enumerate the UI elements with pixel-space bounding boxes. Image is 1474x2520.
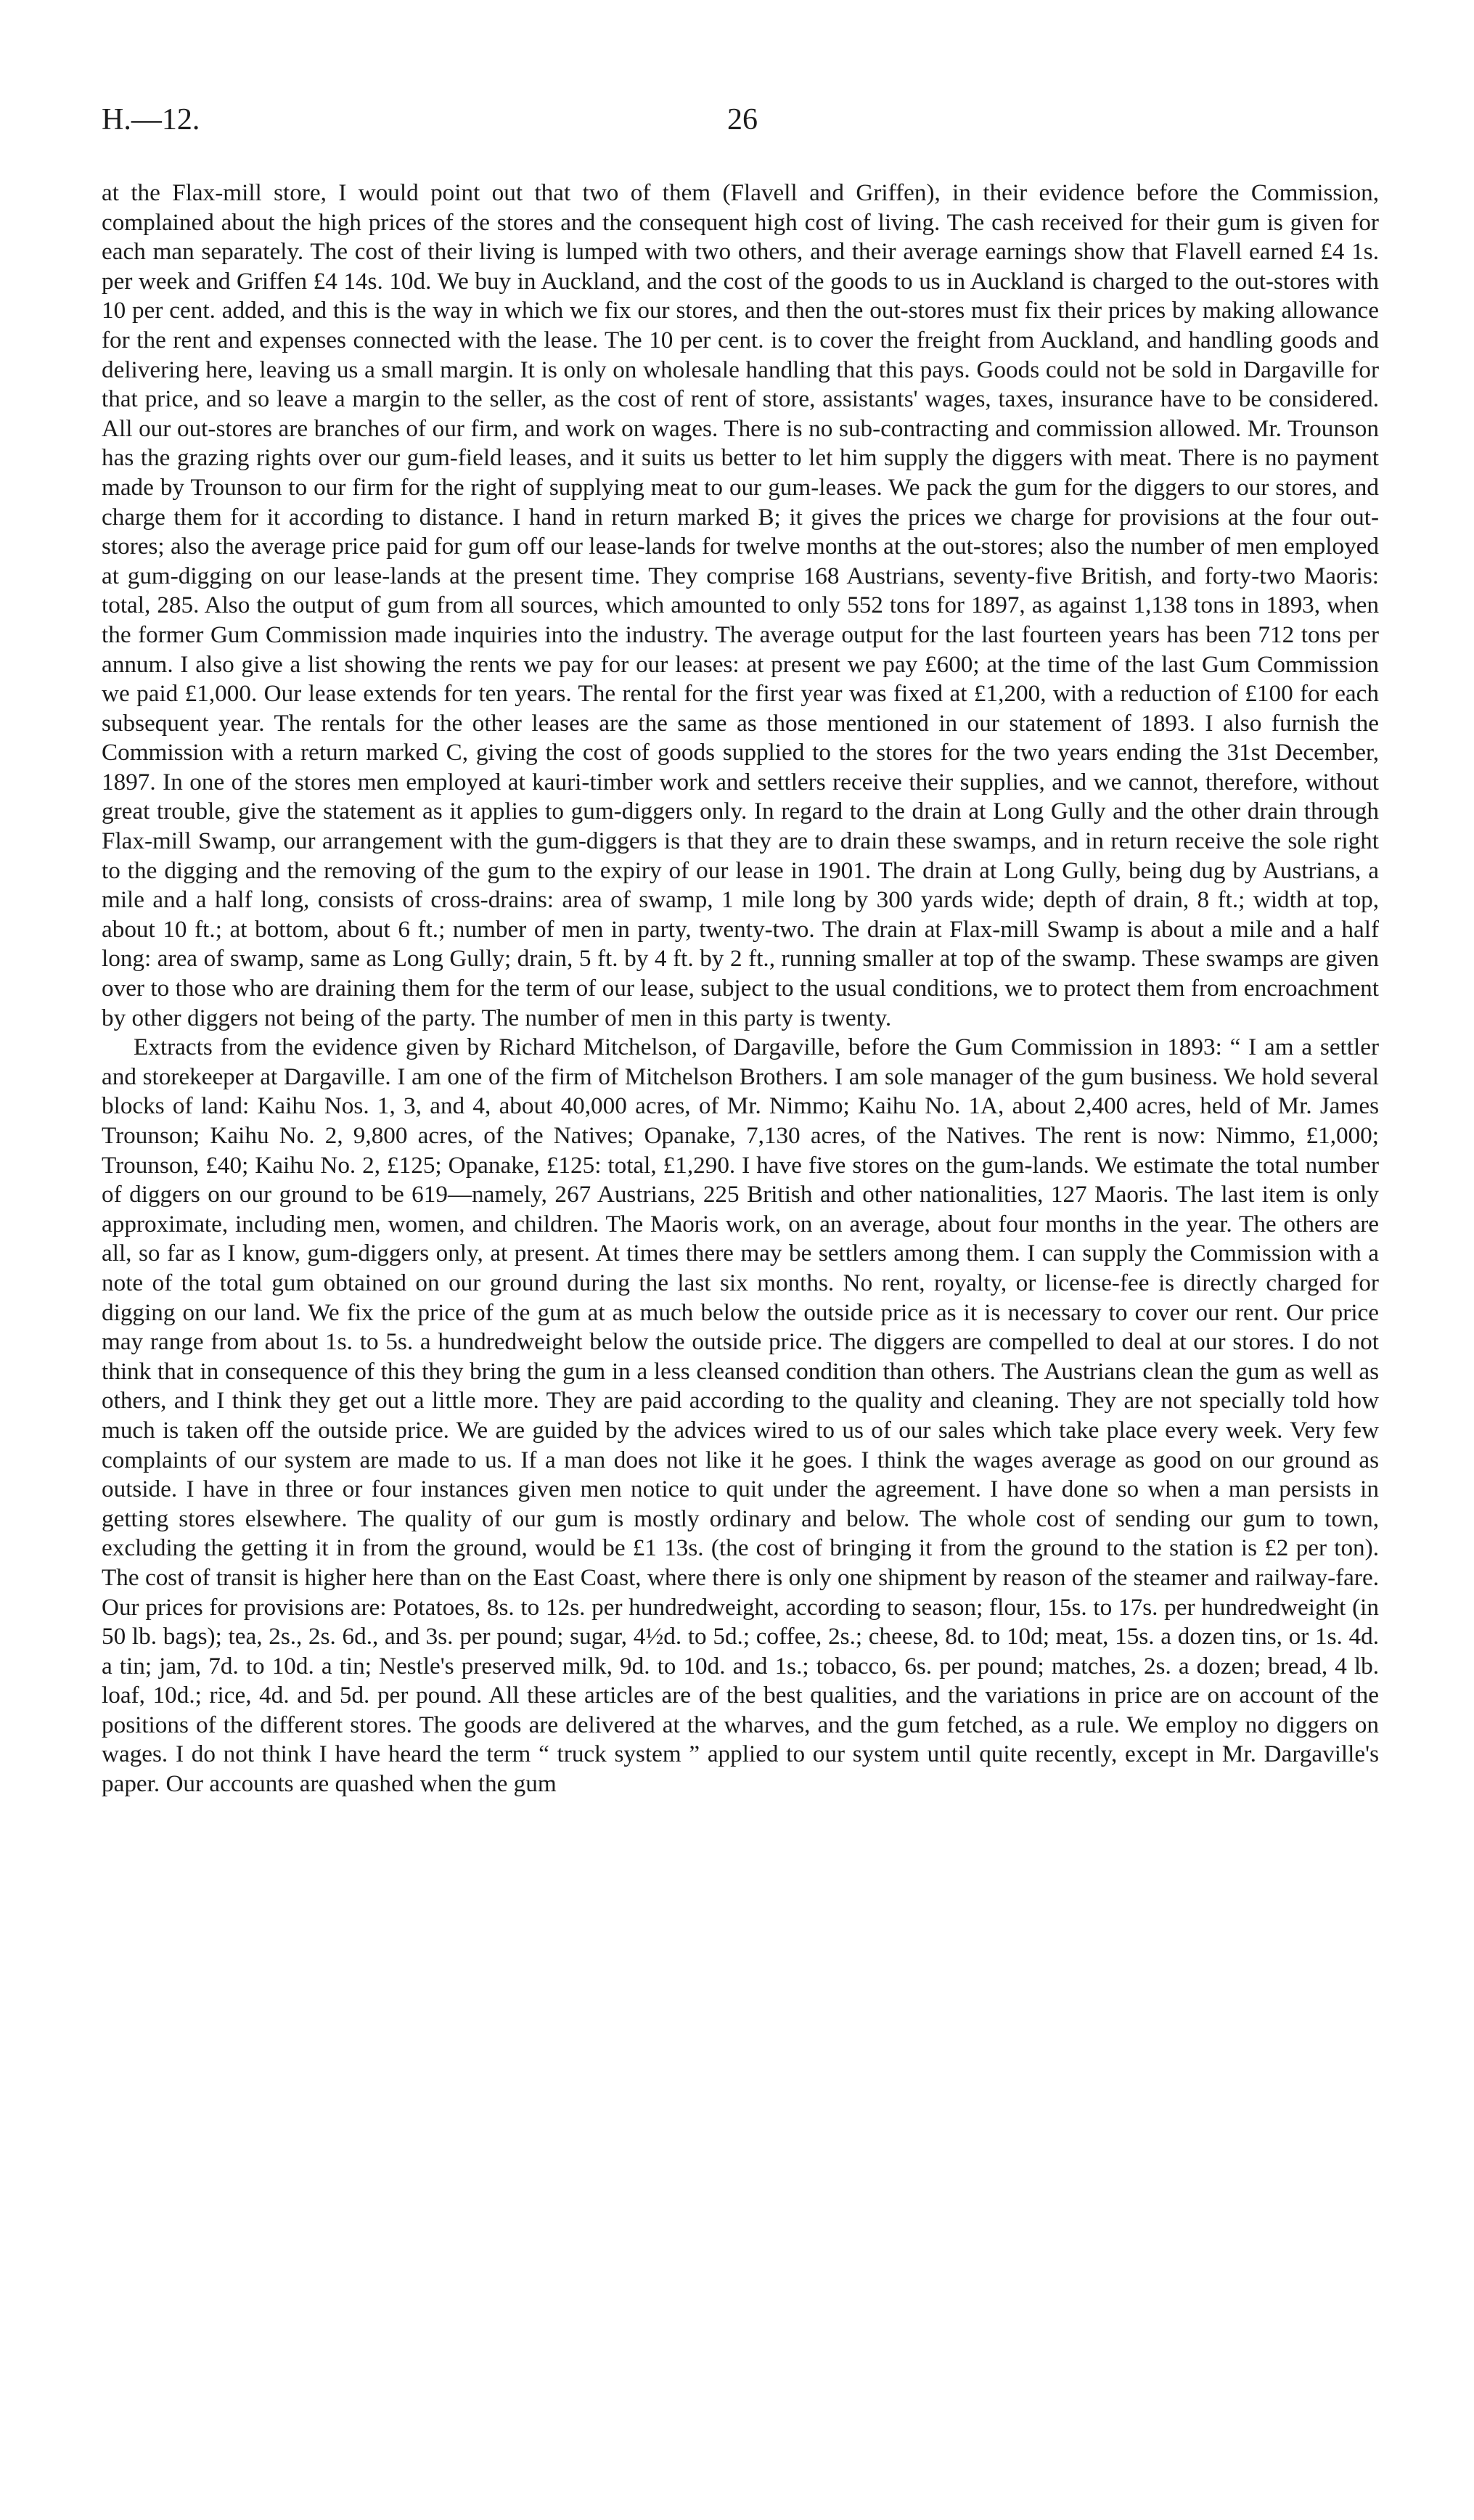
page-header — [102, 102, 1379, 145]
document-id: H.—12. — [102, 103, 200, 136]
paragraph-continued-evidence: at the Flax-mill store, I would point out that two of them (Flavell and Griffen), in their evidence before the Commission, complained about the high prices of the stores and the consequent high cost of living. The cash received for their gum is given for each man separately. The cost of their living is lumped with two others, and their average earnings show that Flavell earned £4 1s. per week and Griffen £4 14s. 10d. We buy in Auckland, and the cost of the goods to us in Auckland is charged to the out-stores with 10 per cent. added, and this is the way in which we fix our stores, and then the out-stores must fix their prices by making allowance for the rent and expenses connected with the lease. The 10 per cent. is to cover the freight from Auckland, and handling goods and delivering here, leaving us a small margin. It is only on wholesale handling that this pays. Goods could not be sold in Dargaville for that price, and so leave a margin to the seller, as the cost of rent of store, assistants' wages, taxes, insurance have to be considered. All our out-stores are branches of our firm, and work on wages. There is no sub-contracting and commission allowed. Mr. Trounson has the grazing rights over our gum-field leases, and it suits us better to let him supply the diggers with meat. There is no payment made by Trounson to our firm for the right of supplying meat to our gum-leases. We pack the gum for the diggers to our stores, and charge them for it according to distance. I hand in return marked B; it gives the prices we charge for provisions at the four out-stores; also the average price paid for gum off our lease-lands for twelve months at the out-stores; also the number of men employed at gum-digging on our lease-lands at the present time. They comprise 168 Austrians, seventy-five British, and forty-two Maoris: total, 285. Also the output of gum from all sources, which amounted to only 552 tons for 1897, as against 1,138 tons in 1893, when the former Gum Commission made inquiries into the industry. The average output for the last fourteen years has been 712 tons per annum. I also give a list showing the rents we pay for our leases: at present we pay £600; at the time of the last Gum Commission we paid £1,000. Our lease extends for ten years. The rental for the first year was fixed at £1,200, with a reduction of £100 for each subsequent year. The rentals for the other leases are the same as those mentioned in our statement of 1893. I also furnish the Commission with a return marked C, giving the cost of goods supplied to the stores for the two years ending the 31st December, 1897. In one of the stores men employed at kauri-timber work and settlers receive their supplies, and we cannot, therefore, without great trouble, give the statement as it applies to gum-diggers only. In regard to the drain at Long Gully and the other drain through Flax-mill Swamp, our arrangement with the gum-diggers is that they are to drain these swamps, and in return receive the sole right to the digging and the removing of the gum to the expiry of our lease in 1901. The drain at Long Gully, being dug by Austrians, a mile and a half long, consists of cross-drains: area of swamp, 1 mile long by 300 yards wide; depth of drain, 8 ft.; width at top, about 10 ft.; at bottom, about 6 ft.; number of men in party, twenty-two. The drain at Flax-mill Swamp is about a mile and a half long: area of swamp, same as Long Gully; drain, 5 ft. by 4 ft. by 2 ft., running smaller at top of the swamp. These swamps are given over to those who are draining them for the term of our lease, subject to the usual conditions, we to protect them from encroachment by other diggers not being of the party. The number of men in this party is twenty. — [102, 179, 1379, 1031]
page-number: 26 — [727, 103, 758, 136]
body-text — [102, 179, 1379, 1799]
paragraph-mitchelson-extracts: Extracts from the evidence given by Richard Mitchelson, of Dargaville, before the Gum Commission in 1893: “ I am a settler and storekeeper at Dargaville. I am one of the firm of Mitchelson Brothers. I am sole manager of the gum business. We hold several blocks of land: Kaihu Nos. 1, 3, and 4, about 40,000 acres, of Mr. Nimmo; Kaihu No. 1A, about 2,400 acres, held of Mr. James Trounson; Kaihu No. 2, 9,800 acres, of the Natives; Opanake, 7,130 acres, of the Natives. The rent is now: Nimmo, £1,000; Trounson, £40; Kaihu No. 2, £125; Opanake, £125: total, £1,290. I have five stores on the gum-lands. We estimate the total number of diggers on our ground to be 619—namely, 267 Austrians, 225 British and other nationalities, 127 Maoris. The last item is only approximate, including men, women, and children. The Maoris work, on an average, about four months in the year. The others are all, so far as I know, gum-diggers only, at present. At times there may be settlers among them. I can supply the Commission with a note of the total gum obtained on our ground during the last six months. No rent, royalty, or license-fee is directly charged for digging on our land. We fix the price of the gum at as much below the outside price as it is necessary to cover our rent. Our price may range from about 1s. to 5s. a hundredweight below the outside price. The diggers are compelled to deal at our stores. I do not think that in consequence of this they bring the gum in a less cleansed condition than others. The Austrians clean the gum as well as others, and I think they get out a little more. They are paid according to the quality and cleaning. They are not specially told how much is taken off the outside price. We are guided by the advices wired to us of our sales which take place every week. Very few complaints of our system are made to us. If a man does not like it he goes. I think the wages average as good on our ground as outside. I have in three or four instances given men notice to quit under the agreement. I have done so when a man persists in getting stores elsewhere. The quality of our gum is mostly ordinary and below. The whole cost of sending our gum to town, excluding the getting it in from the ground, would be £1 13s. (the cost of bringing it from the ground to the station is £2 per ton). The cost of transit is higher here than on the East Coast, where there is only one shipment by reason of the steamer and railway-fare. Our prices for provisions are: Potatoes, 8s. to 12s. per hundredweight, according to season; flour, 15s. to 17s. per hundredweight (in 50 lb. bags); tea, 2s., 2s. 6d., and 3s. per pound; sugar, 4½d. to 5d.; coffee, 2s.; cheese, 8d. to 10d; meat, 15s. a dozen tins, or 1s. 4d. a tin; jam, 7d. to 10d. a tin; Nestle's preserved milk, 9d. to 10d. and 1s.; tobacco, 6s. per pound; matches, 2s. a dozen; bread, 4 lb. loaf, 10d.; rice, 4d. and 5d. per pound. All these articles are of the best qualities, and the variations in price are on account of the positions of the different stores. The goods are delivered at the wharves, and the gum fetched, as a rule. We employ no diggers on wages. I do not think I have heard the term “ truck system ” applied to our system until quite recently, except in Mr. Dargaville's paper. Our accounts are quashed when the gum — [102, 1034, 1379, 1798]
document-page — [102, 102, 1379, 1799]
